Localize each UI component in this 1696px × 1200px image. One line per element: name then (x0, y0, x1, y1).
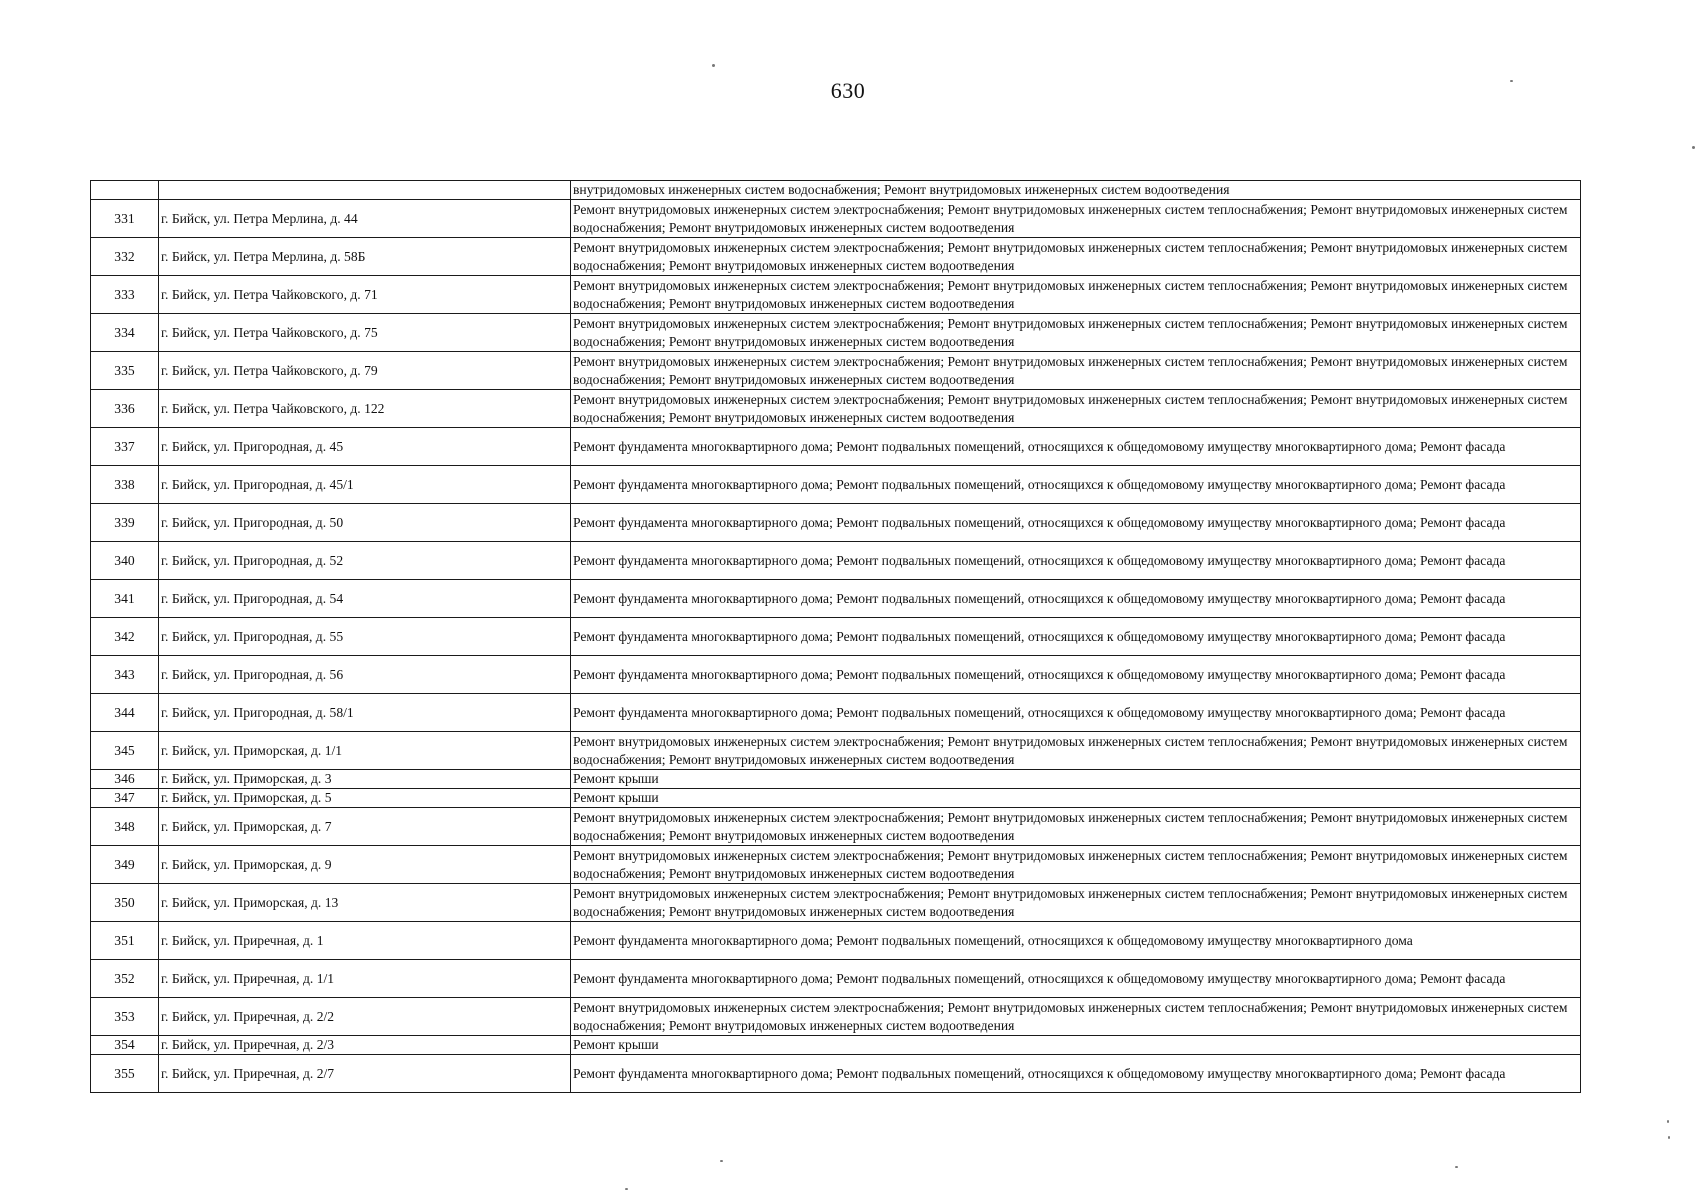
row-number: 336 (91, 390, 159, 428)
row-number: 342 (91, 618, 159, 656)
row-works: Ремонт внутридомовых инженерных систем электроснабжения; Ремонт внутридомовых инженерных систем теплоснабжения; Ремонт внутридомовых инженерных систем водоснабжения; Ремонт внутридомовых инженерных систем водоотведения (571, 998, 1581, 1036)
row-address: г. Бийск, ул. Приречная, д. 1 (159, 922, 571, 960)
row-works: Ремонт внутридомовых инженерных систем электроснабжения; Ремонт внутридомовых инженерных систем теплоснабжения; Ремонт внутридомовых инженерных систем водоснабжения; Ремонт внутридомовых инженерных систем водоотведения (571, 314, 1581, 352)
row-works: Ремонт фундамента многоквартирного дома; Ремонт подвальных помещений, относящихся к общедомовому имуществу многоквартирного дома; Ремонт фасада (571, 1055, 1581, 1093)
scan-speck (1667, 1120, 1669, 1123)
row-address: г. Бийск, ул. Пригородная, д. 55 (159, 618, 571, 656)
table-row (91, 846, 1581, 884)
row-works: Ремонт крыши (571, 789, 1581, 808)
row-number: 344 (91, 694, 159, 732)
row-address (159, 181, 571, 200)
row-address: г. Бийск, ул. Приморская, д. 9 (159, 846, 571, 884)
table-row (91, 542, 1581, 580)
row-number: 352 (91, 960, 159, 998)
row-number: 349 (91, 846, 159, 884)
row-works: Ремонт фундамента многоквартирного дома; Ремонт подвальных помещений, относящихся к общедомовому имуществу многоквартирного дома; Ремонт фасада (571, 466, 1581, 504)
row-number: 337 (91, 428, 159, 466)
row-number: 332 (91, 238, 159, 276)
table-row (91, 789, 1581, 808)
row-number: 345 (91, 732, 159, 770)
row-works: Ремонт фундамента многоквартирного дома; Ремонт подвальных помещений, относящихся к общедомовому имуществу многоквартирного дома; Ремонт фасада (571, 694, 1581, 732)
row-number: 343 (91, 656, 159, 694)
row-address: г. Бийск, ул. Пригородная, д. 45 (159, 428, 571, 466)
row-address: г. Бийск, ул. Приморская, д. 3 (159, 770, 571, 789)
row-address: г. Бийск, ул. Пригородная, д. 56 (159, 656, 571, 694)
table-row (91, 238, 1581, 276)
table-row (91, 694, 1581, 732)
table-row (91, 504, 1581, 542)
row-works: Ремонт внутридомовых инженерных систем электроснабжения; Ремонт внутридомовых инженерных систем теплоснабжения; Ремонт внутридомовых инженерных систем водоснабжения; Ремонт внутридомовых инженерных систем водоотведения (571, 884, 1581, 922)
table-row (91, 922, 1581, 960)
row-address: г. Бийск, ул. Приречная, д. 1/1 (159, 960, 571, 998)
row-number: 353 (91, 998, 159, 1036)
table-row (91, 618, 1581, 656)
row-address: г. Бийск, ул. Приречная, д. 2/7 (159, 1055, 571, 1093)
row-number: 340 (91, 542, 159, 580)
row-works: Ремонт внутридомовых инженерных систем электроснабжения; Ремонт внутридомовых инженерных систем теплоснабжения; Ремонт внутридомовых инженерных систем водоснабжения; Ремонт внутридомовых инженерных систем водоотведения (571, 390, 1581, 428)
row-address: г. Бийск, ул. Приречная, д. 2/2 (159, 998, 571, 1036)
row-works: Ремонт внутридомовых инженерных систем электроснабжения; Ремонт внутридомовых инженерных систем теплоснабжения; Ремонт внутридомовых инженерных систем водоснабжения; Ремонт внутридомовых инженерных систем водоотведения (571, 732, 1581, 770)
row-number: 348 (91, 808, 159, 846)
row-number: 347 (91, 789, 159, 808)
row-address: г. Бийск, ул. Пригородная, д. 54 (159, 580, 571, 618)
row-works: Ремонт крыши (571, 1036, 1581, 1055)
row-address: г. Бийск, ул. Приморская, д. 13 (159, 884, 571, 922)
table-row (91, 466, 1581, 504)
table-row (91, 428, 1581, 466)
row-works: Ремонт фундамента многоквартирного дома; Ремонт подвальных помещений, относящихся к общедомовому имуществу многоквартирного дома; Ремонт фасада (571, 960, 1581, 998)
row-number: 355 (91, 1055, 159, 1093)
row-number: 335 (91, 352, 159, 390)
row-works: Ремонт фундамента многоквартирного дома; Ремонт подвальных помещений, относящихся к общедомовому имуществу многоквартирного дома; Ремонт фасада (571, 542, 1581, 580)
row-works: Ремонт внутридомовых инженерных систем электроснабжения; Ремонт внутридомовых инженерных систем теплоснабжения; Ремонт внутридомовых инженерных систем водоснабжения; Ремонт внутридомовых инженерных систем водоотведения (571, 238, 1581, 276)
table-row (91, 770, 1581, 789)
row-number: 341 (91, 580, 159, 618)
row-works: Ремонт фундамента многоквартирного дома; Ремонт подвальных помещений, относящихся к общедомовому имуществу многоквартирного дома; Ремонт фасада (571, 428, 1581, 466)
table-row (91, 808, 1581, 846)
row-number: 334 (91, 314, 159, 352)
row-works: Ремонт внутридомовых инженерных систем электроснабжения; Ремонт внутридомовых инженерных систем теплоснабжения; Ремонт внутридомовых инженерных систем водоснабжения; Ремонт внутридомовых инженерных систем водоотведения (571, 276, 1581, 314)
row-address: г. Бийск, ул. Пригородная, д. 58/1 (159, 694, 571, 732)
table-row (91, 314, 1581, 352)
page-number: 630 (830, 78, 866, 103)
scan-speck (1692, 146, 1695, 149)
row-address: г. Бийск, ул. Приречная, д. 2/3 (159, 1036, 571, 1055)
table-row (91, 732, 1581, 770)
row-works: Ремонт внутридомовых инженерных систем электроснабжения; Ремонт внутридомовых инженерных систем теплоснабжения; Ремонт внутридомовых инженерных систем водоснабжения; Ремонт внутридомовых инженерных систем водоотведения (571, 352, 1581, 390)
row-works: внутридомовых инженерных систем водоснабжения; Ремонт внутридомовых инженерных систем водоотведения (571, 181, 1581, 200)
row-works: Ремонт внутридомовых инженерных систем электроснабжения; Ремонт внутридомовых инженерных систем теплоснабжения; Ремонт внутридомовых инженерных систем водоснабжения; Ремонт внутридомовых инженерных систем водоотведения (571, 200, 1581, 238)
scan-speck (1668, 1136, 1670, 1139)
scan-speck (625, 1188, 628, 1190)
row-number: 331 (91, 200, 159, 238)
row-works: Ремонт фундамента многоквартирного дома; Ремонт подвальных помещений, относящихся к общедомовому имуществу многоквартирного дома; Ремонт фасада (571, 656, 1581, 694)
table-row (91, 884, 1581, 922)
row-number: 338 (91, 466, 159, 504)
row-number: 333 (91, 276, 159, 314)
scan-speck (1510, 80, 1513, 82)
table-row (91, 960, 1581, 998)
table-row (91, 352, 1581, 390)
row-address: г. Бийск, ул. Петра Чайковского, д. 122 (159, 390, 571, 428)
row-address: г. Бийск, ул. Петра Мерлина, д. 44 (159, 200, 571, 238)
row-works: Ремонт внутридомовых инженерных систем электроснабжения; Ремонт внутридомовых инженерных систем теплоснабжения; Ремонт внутридомовых инженерных систем водоснабжения; Ремонт внутридомовых инженерных систем водоотведения (571, 846, 1581, 884)
row-address: г. Бийск, ул. Петра Чайковского, д. 79 (159, 352, 571, 390)
row-works: Ремонт внутридомовых инженерных систем электроснабжения; Ремонт внутридомовых инженерных систем теплоснабжения; Ремонт внутридомовых инженерных систем водоснабжения; Ремонт внутридомовых инженерных систем водоотведения (571, 808, 1581, 846)
row-works: Ремонт фундамента многоквартирного дома; Ремонт подвальных помещений, относящихся к общедомовому имуществу многоквартирного дома; Ремонт фасада (571, 618, 1581, 656)
row-works: Ремонт фундамента многоквартирного дома; Ремонт подвальных помещений, относящихся к общедомовому имуществу многоквартирного дома; Ремонт фасада (571, 504, 1581, 542)
row-works: Ремонт фундамента многоквартирного дома; Ремонт подвальных помещений, относящихся к общедомовому имуществу многоквартирного дома; Ремонт фасада (571, 580, 1581, 618)
row-number: 346 (91, 770, 159, 789)
row-address: г. Бийск, ул. Пригородная, д. 50 (159, 504, 571, 542)
row-address: г. Бийск, ул. Приморская, д. 1/1 (159, 732, 571, 770)
scan-speck (720, 1160, 723, 1162)
row-number: 350 (91, 884, 159, 922)
scan-speck (712, 64, 715, 67)
table-row (91, 998, 1581, 1036)
table-row (91, 656, 1581, 694)
row-address: г. Бийск, ул. Петра Мерлина, д. 58Б (159, 238, 571, 276)
table-row (91, 390, 1581, 428)
row-number (91, 181, 159, 200)
row-number: 351 (91, 922, 159, 960)
row-number: 339 (91, 504, 159, 542)
table-row (91, 1055, 1581, 1093)
scan-speck (1455, 1166, 1458, 1168)
repair-works-table (90, 180, 1581, 1093)
table-row (91, 276, 1581, 314)
table-row (91, 181, 1581, 200)
table-row (91, 200, 1581, 238)
table-row (91, 580, 1581, 618)
row-works: Ремонт фундамента многоквартирного дома; Ремонт подвальных помещений, относящихся к общедомовому имуществу многоквартирного дома (571, 922, 1581, 960)
row-address: г. Бийск, ул. Приморская, д. 5 (159, 789, 571, 808)
row-address: г. Бийск, ул. Пригородная, д. 45/1 (159, 466, 571, 504)
row-address: г. Бийск, ул. Пригородная, д. 52 (159, 542, 571, 580)
row-works: Ремонт крыши (571, 770, 1581, 789)
row-address: г. Бийск, ул. Приморская, д. 7 (159, 808, 571, 846)
row-address: г. Бийск, ул. Петра Чайковского, д. 71 (159, 276, 571, 314)
table-row (91, 1036, 1581, 1055)
row-number: 354 (91, 1036, 159, 1055)
row-address: г. Бийск, ул. Петра Чайковского, д. 75 (159, 314, 571, 352)
